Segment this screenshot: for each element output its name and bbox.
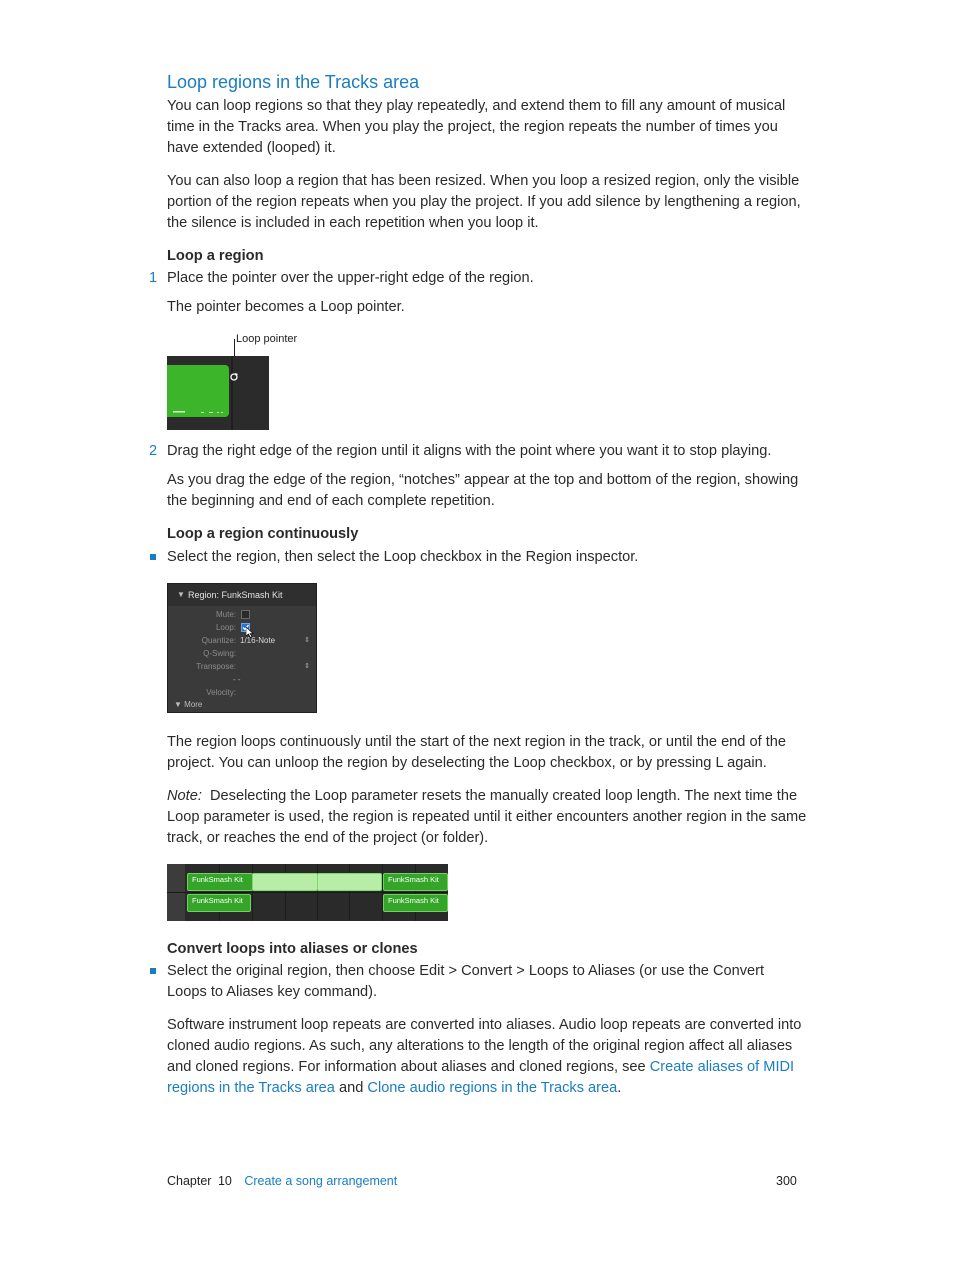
and-text: and: [338, 1080, 364, 1096]
disclosure-triangle-icon: ▼: [177, 590, 185, 599]
row-label: Velocity:: [206, 688, 236, 697]
section-title: Loop regions in the Tracks area: [167, 72, 420, 92]
row-label: Q-Swing:: [203, 649, 236, 658]
loop-pointer-icon: [229, 372, 239, 382]
region-track2-a[interactable]: FunkSmash Kit: [187, 894, 251, 912]
link-clone-audio-regions[interactable]: Clone audio regions in the Tracks area: [367, 1080, 618, 1096]
paragraph-text: Software instrument loop repeats are converted into aliases. Audio loop repeats are converted into cloned audio regions. As such, any alterations to the length of the original region affect all aliases and cloned regions. For information about aliases and cloned regions, see: [167, 1017, 802, 1075]
loop-continuously-bullet: Select the region, then select the Loop checkbox in the Region inspector.: [167, 549, 639, 565]
bullet-marker: [150, 968, 156, 974]
step-number-1: 1: [149, 270, 158, 286]
intro-paragraph-1: You can loop regions so that they play repeatedly, and extend them to fill any amount of musical time in the Tracks area. When you play the project, the region repeats the number of times you have extended (looped) it.: [167, 98, 786, 156]
bullet-marker: [150, 554, 156, 560]
step-2-text: Drag the right edge of the region until it aligns with the point where you want it to stop playing.: [167, 443, 772, 459]
step-1-result: The pointer becomes a Loop pointer.: [167, 299, 405, 315]
intro-paragraph-2: You can also loop a region that has been resized. When you loop a resized region, only the visible portion of the region repeats when you play the project. If you add silence by lengthening a region, the silence is included in each repetition when you loop it.: [167, 173, 801, 231]
inspector-title: Region: FunkSmash Kit: [188, 590, 283, 600]
period: .: [617, 1080, 622, 1096]
tracks-area-figure: [167, 864, 448, 921]
inspector-row-velocity: [168, 686, 316, 699]
row-label: Mute:: [215, 610, 236, 619]
loop-pointer-figure: [167, 356, 269, 430]
region-notes-graphic: [173, 411, 223, 413]
chapter-title-link[interactable]: Create a song arrangement: [244, 1174, 398, 1188]
step-number-2: 2: [149, 443, 158, 459]
inspector-row-blank: [168, 673, 316, 686]
mute-checkbox[interactable]: [241, 610, 250, 619]
region-inspector: [167, 583, 317, 713]
stepper-icon[interactable]: ⇕: [304, 637, 310, 644]
region-original[interactable]: FunkSmash Kit: [187, 873, 253, 891]
inspector-row-qswing: [168, 647, 316, 660]
chapter-number: 10: [217, 1174, 232, 1188]
more-label: More: [184, 700, 203, 709]
loop-pointer-callout: Loop pointer: [236, 333, 298, 345]
convert-loops-paragraph: [167, 1015, 807, 1099]
inspector-row-quantize[interactable]: [168, 634, 316, 647]
footer-chapter: [167, 1174, 397, 1188]
row-label: Transpose:: [196, 662, 236, 671]
note-text: Deselecting the Loop parameter resets the manually created loop length. The next time the Loop parameter is used, the region is repeated until it either encounters another region in the same track, or reaches the end of the project (or folder).: [167, 788, 807, 846]
note-label: Note:: [167, 788, 202, 804]
inspector-row-transpose[interactable]: [168, 660, 316, 673]
row-label: Loop:: [215, 623, 236, 632]
loop-result-paragraph: The region loops continuously until the start of the next region in the track, or until the end of the project. You can unloop the region by deselecting the Loop checkbox, or by pressing L again.: [167, 734, 786, 771]
lane-divider: [231, 356, 233, 430]
green-region: [167, 365, 229, 417]
region-track2-b[interactable]: FunkSmash Kit: [383, 894, 448, 912]
more-disclosure[interactable]: [174, 700, 202, 709]
inspector-row-loop: [168, 621, 316, 634]
row-label: Quantize:: [201, 636, 236, 645]
step-2-result: As you drag the edge of the region, “notches” appear at the top and bottom of the region, showing the beginning and end of each complete repetition.: [167, 472, 799, 509]
step-1-text: Place the pointer over the upper-right edge of the region.: [167, 270, 534, 286]
inspector-row-mute: [168, 608, 316, 621]
link-create-aliases[interactable]: Create aliases of MIDI regions in the Tracks area: [167, 1059, 795, 1096]
task-heading-convert-loops: Convert loops into aliases or clones: [167, 941, 418, 957]
chapter-label: Chapter: [167, 1174, 212, 1188]
convert-loops-bullet: Select the original region, then choose Edit > Convert > Loops to Aliases (or use the Convert Loops to Aliases key command).: [167, 963, 765, 1000]
stepper-icon[interactable]: ⇕: [304, 663, 310, 670]
task-heading-loop-region: Loop a region: [167, 248, 264, 264]
track-divider: [167, 892, 448, 893]
row-value: - -: [233, 675, 241, 684]
region-next[interactable]: FunkSmash Kit: [383, 873, 448, 891]
page-number: 300: [776, 1174, 797, 1188]
loop-repeat-region: [317, 873, 382, 891]
loop-repeat-region: [252, 873, 318, 891]
disclosure-triangle-icon: ▼: [174, 700, 182, 709]
task-heading-loop-continuously: Loop a region continuously: [167, 526, 359, 542]
note-paragraph: [167, 786, 807, 849]
quantize-value: 1/16-Note: [240, 636, 276, 645]
inspector-header[interactable]: [168, 584, 316, 606]
